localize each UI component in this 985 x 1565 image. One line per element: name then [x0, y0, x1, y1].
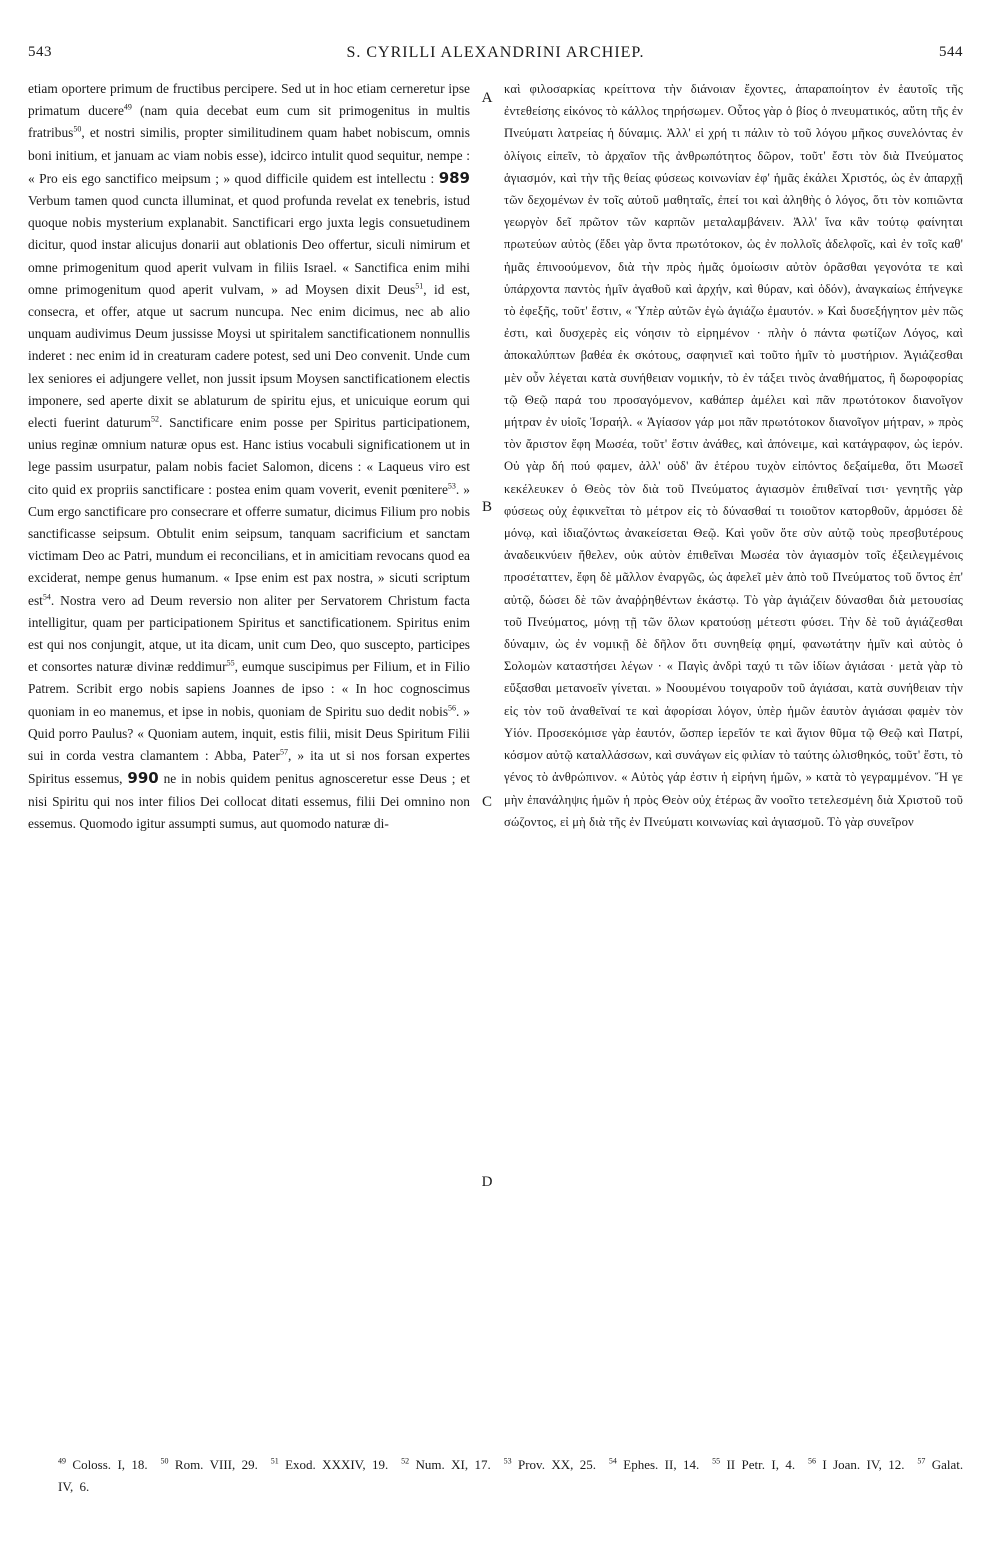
footnote-number: 57 [917, 1456, 926, 1466]
margin-letter-a: A [481, 90, 493, 106]
footnote-number: 50 [160, 1456, 169, 1466]
footnote-reference: Num. XI, 17. [409, 1457, 491, 1472]
latin-text: etiam oportere primum de fructibus percipere. Sed ut in hoc etiam cerneretur ipse primatum ducere [28, 81, 470, 119]
latin-text: . » Cum ergo sanctificare pro consecrare et offerre sumatur, dicimus Filium pro nobis sanctificasse seipsum. Obtulit enim seipsum, tanquam sacrificium et sanctam victimam Deo ac Patri, mundum ei reconcilians, et in amicitiam revocans quod ea exciderat, nempe genus humanum. « Ipse enim est pax nostra, » sicuti scriptum est [28, 481, 470, 608]
column-page-number: 989 [438, 168, 470, 187]
running-header [28, 38, 963, 68]
footnote-ref: 49 [123, 102, 132, 112]
latin-text: , id est, consecra, et offer, atque ut sacrum nuncupa. Nec enim dicimus, nec ab alio unquam audivimus Deum jussisse Moysi ut spiritalem sanctificationem nonnullis inderet : nec enim id in creaturam cadere potest, sed uni Deo convenit. Unde cum lex seniores ei adjungere vellet, non jussit ipsum Moysen sanctificationem electis imponere, sed aperte dixit se ablaturum de spiritu ejus, et unicuique eorum qui electi fuerint daturum [28, 281, 470, 431]
footnote-reference: Prov. XX, 25. [511, 1457, 597, 1472]
page [28, 38, 963, 1548]
footnote-reference: Galat. IV, 6. [58, 1457, 964, 1494]
latin-text: . » Quid porro Paulus? « Quoniam autem, inquit, estis filii, misit Deus Spiritum Filii sui in corda vestra clamantem : Abba, Pater [28, 703, 470, 764]
footnote-number: 51 [270, 1456, 279, 1466]
latin-text: , » ita ut si nos forsan expertes Spiritus essemus, [28, 748, 470, 787]
page-number-right: 544 [939, 44, 963, 60]
latin-text: , et nostri similis, propter similitudinem quam habet nobiscum, omnis boni initium, et januam ac viam nobis esse), idcirco intulit quod sequitur, nempe : « Pro eis ego sanctifico meipsum ; » quod difficile quidem est intellectu : [28, 125, 470, 186]
page-number-left: 543 [28, 44, 52, 60]
footnote-ref: 51 [415, 281, 424, 291]
footnote-number: 49 [58, 1456, 66, 1466]
margin-letter-d: D [481, 1174, 493, 1190]
latin-text: , eumque suscipimus per Filium, et in Filio Patrem. Scribit ergo nobis sapiens Joannes de ipso : « In hoc cognoscimus quoniam in eo manemus, et ipse in nobis, quoniam de Spiritu suo dedit nobis [28, 659, 470, 719]
footnote-number: 52 [401, 1456, 410, 1466]
latin-text: . Sanctificare enim posse per Spiritus participationem, unius reginæ omnium naturæ opus est. Hanc istius vocabuli significationem ut in lege passim usurpatur, palam nobis faciet Salomon, dicens : « Laqueus viro est cito quid ex propriis sanctificare : postea enim quam voverit, evenit pœnitere [28, 415, 470, 497]
footnote-reference: II Petr. I, 4. [720, 1457, 796, 1472]
latin-text: . Nostra vero ad Deum reversio non aliter per Servatorem Christum facta intelligitur, quam per participationem Spiritus et sanctificationem. Spiritus enim est qui nos conjungit, atque, ut ita dicam, unit cum Deo, quo suscepto, participes et consortes naturæ divinæ reddimur [28, 592, 470, 675]
footnote-reference: I Joan. IV, 12. [815, 1457, 905, 1472]
footnote-number: 53 [503, 1456, 512, 1466]
latin-text: (nam quia decebat eum cum sit primogenitus in multis fratribus [28, 103, 470, 141]
latin-text: Verbum tamen quod cuncta illuminat, et quod profunda revelat ex tenebris, istud quoque nobis mysterium explanabit. Sanctificari ergo juxta legis consuetudinem dicitur, quod instar alicujus donarii aut oblationis Deo offertur, siculi nimirum et omne primogenitum quod aperit vulvam in filiis Israel. « Sanctifica enim mihi omne primogenitum quod aperit vulvam, » ad Moysen dixit Deus [28, 193, 470, 297]
footnote-number: 56 [807, 1456, 816, 1466]
margin-letter-b: B [481, 499, 492, 515]
latin-text: ne in nobis quidem penitus agnosceretur esse Deus ; et nisi Spiritu qui nos inter filios Dei collocat ditati essemus, filii Dei omnino non essemus. Quomodo igitur assumpti sumus, aut quomodo naturæ di- [28, 771, 470, 831]
footnote-ref: 57 [279, 747, 288, 757]
footnote-ref: 52 [151, 414, 159, 424]
footnote-ref: 56 [448, 703, 457, 713]
footnotes [58, 1454, 963, 1498]
footnote-reference: Coloss. I, 18. [66, 1457, 148, 1472]
column-page-number: 990 [127, 769, 159, 788]
running-title: S. CYRILLI ALEXANDRINI ARCHIEP. [346, 44, 645, 61]
greek-column: καὶ φιλοσαρκίας κρείττονα τὴν διάνοιαν ἔχοντες, ἀπαραποίητον ἐν ἑαυτοῖς τῆς ἐντεθείσης εἰκόνος τὸ κάλλος τηρήσωμεν. Οὗτος γὰρ ὁ βίος ὁ πνευματικός, αὕτη τῆς ἐν Πνεύματι λατρείας ἡ δύναμις. Ἀλλ' εἰ χρή τι πάλιν τὸ τοῦ λόγου μῆκος συνελόντας ἐν ὀλίγοις εἰπεῖν, τὸ ἀρχαῖον τῆς ἀνθρωπότητος δῶρον, τοῦτ' ἔστι τὸν διὰ Πνεύματος ἁγιασμόν, καὶ τὴν τῆς θείας φύσεως κοινωνίαν ἐφ' ἡμᾶς ἐκάλει Χριστός, ὡς ἐν ἀπαρχῇ τῶν δεχομένων ἐν τοῖς αὐτοῦ μαθηταῖς, ἐπεί τοι καὶ ἀληθὴς ὁ λόγος, ὅτι τὸν κοπιῶντα γεωργὸν δεῖ πρῶτον τῶν καρπῶν μεταλαμβάνειν. Ἀλλ' ἵνα κἂν τούτῳ φαίνηται πρωτεύων αὐτὸς (ἔδει γὰρ ὄντα πρωτότοκον, ὡς ἐν πολλοῖς ἀδελφοῖς, καὶ ἐν τοῖς καθ' ἡμᾶς ἐπινοούμενον, διὰ τὴν πρὸς ἡμᾶς ὁμοίωσιν αὐτὸν ὁρᾶσθαι γεγονότα τε καὶ ὑπάρχοντα παντὸς ἡμῖν ἀγαθοῦ καὶ ἀρχήν, καὶ θύραν, καὶ ὁδόν), ἀναγκαίως ἐπήνεγκε τὸ ἐφεξῆς, τοῦτ' ἔστιν, « Ὑπὲρ αὐτῶν ἐγὼ ἁγιάζω ἐμαυτόν. » Καὶ δυσεξήγητον μὲν πῶς ἐστι, καὶ δυσχερὲς εἰς νόησιν τὸ εἰρημένον · πλὴν ὁ πάντα φωτίζων Λόγος, καὶ ἀποκαλύπτων βαθέα ἐκ σκότους, σαφηνιεῖ καὶ τοῦτο ἡμῖν τὸ μυστήριον. Ἁγιάζεσθαι μὲν οὖν λέγεται κατὰ συνήθειαν νομικήν, τὸ ἐν τάξει τινὸς ἀναθήματος, ἢ δωροφορίας τῷ Θεῷ παρά του προσαγόμενον, καθάπερ ἀμέλει καὶ πᾶν πρωτότοκον διανοῖγον μήτραν ἐν υἱοῖς Ἰσραήλ. « Ἁγίασον γάρ μοι πᾶν πρωτότοκον διανοῖγον μήτραν, » πρὸς τὸν ἄριστον ἔφη Μωσέα, τοῦτ' ἔστιν ἀνάθες, καὶ ἀπόνειμε, καὶ κατάγραφον, ὡς ἱερόν. Οὐ γὰρ δή πού φαμεν, ἀλλ' οὐδ' ἂν ἑτέρου τυχὸν εἰπόντος δεξαίμεθα, ὅτι Μωσεῖ κεκέλευκεν ὁ Θεὸς τὸν διὰ τοῦ Πνεύματος ἁγιασμὸν ἐπιθεῖναί τισι· γενητῆς γὰρ φύσεως οὐχ ἐφικνεῖται τὸ μέτρον εἰς τὸ δύνασθαί τι τοιοῦτον κατορθοῦν, ἁρμόσει δὲ μόνῳ, καὶ ἰδιαζόντως ἀνακείσεται Θεῷ. Καὶ γοῦν ὅτε σὺν αὐτῷ τοὺς πρεσβυτέρους ἀναδεικνύειν ἤθελεν, οὐκ αὐτὸν ἐπιθεῖναι Μωσέα τὸν ἁγιασμὸν τοῖς ἐξειλεγμένοις προσέταττεν, ἔφη δὲ μᾶλλον ἐναργῶς, ὡς ἀφελεῖ μὲν ἀπὸ τοῦ Πνεύματος τοῦ ὄντος ἐπ' αὐτῷ, δώσει δὲ τῶν ἀναῤῥηθέντων ἑκάστῳ. Τὸ γὰρ ἁγιάζειν δύνασθαι διὰ μετουσίας τοῦ Πνεύματος, μόνῃ τῇ τῶν ὅλων κρατούσῃ μέτεστι φύσει. Τὴν δὲ τοῦ ἁγιάζεσθαι δύναμιν, ὡς ἐν νομικῇ δὲ δῆλον ὅτι συνηθείᾳ φημί, φανωτάτην ἡμῖν καὶ αὐτὸς ὁ Σολομὼν καταστήσει λέγων · « Παγὶς ἀνδρὶ ταχύ τι τῶν ἰδίων ἁγιάσαι · μετὰ γὰρ τὸ εὔξασθαι μετανοεῖν γίνεται. » Νοουμένου τοιγαροῦν τοῦ ἁγιάσαι, κατὰ συνήθειαν τὴν εἰς τὸν τοῦ ἀναθεῖναί τε καὶ ἀφορίσαι λόγον, ὑπὲρ ἡμῶν ἑαυτὸν ἁγιάσαι φαμὲν τὸν Υἱόν. Προσεκόμισε γὰρ ἑαυτόν, ὥσπερ ἱερεῖόν τε καὶ ἅγιον θῦμα τῷ Θεῷ καὶ Πατρί, κόσμον αὐτῷ καταλλάσσων, καὶ συνάγων εἰς φιλίαν τὸ ταύτης ὠλισθηκός, τοῦτ' ἔστι, τὸ γένος τὸ ἀνθρώπινον. « Αὐτὸς γάρ ἐστιν ἡ εἰρήνη ἡμῶν, » κατὰ τὸ γεγραμμένον. Ἥ γε μὴν ἐπανάληψις ἡμῶν ἡ πρὸς Θεὸν οὐχ ἑτέρως ἂν νοοῖτο τετελεσμένη διὰ Χριστοῦ τοῦ σώζοντος, εἰ μὴ διὰ τῆς ἐν Πνεύματι κοινωνίας καὶ ἁγιασμοῦ. Τὸ γὰρ συνεῖρον [504, 82, 963, 829]
latin-column [28, 78, 470, 1458]
footnote-ref: 50 [73, 124, 82, 134]
footnote-ref: 53 [447, 481, 456, 491]
footnote-ref: 55 [226, 658, 235, 668]
footnote-number: 54 [608, 1456, 617, 1466]
footnote-number: 55 [712, 1456, 721, 1466]
footnote-ref: 54 [42, 592, 51, 602]
footnote-reference: Ephes. II, 14. [616, 1457, 700, 1472]
footnote-reference: Rom. VIII, 29. [168, 1457, 258, 1472]
footnote-reference: Exod. XXXIV, 19. [278, 1457, 389, 1472]
margin-letter-c: C [481, 794, 492, 810]
